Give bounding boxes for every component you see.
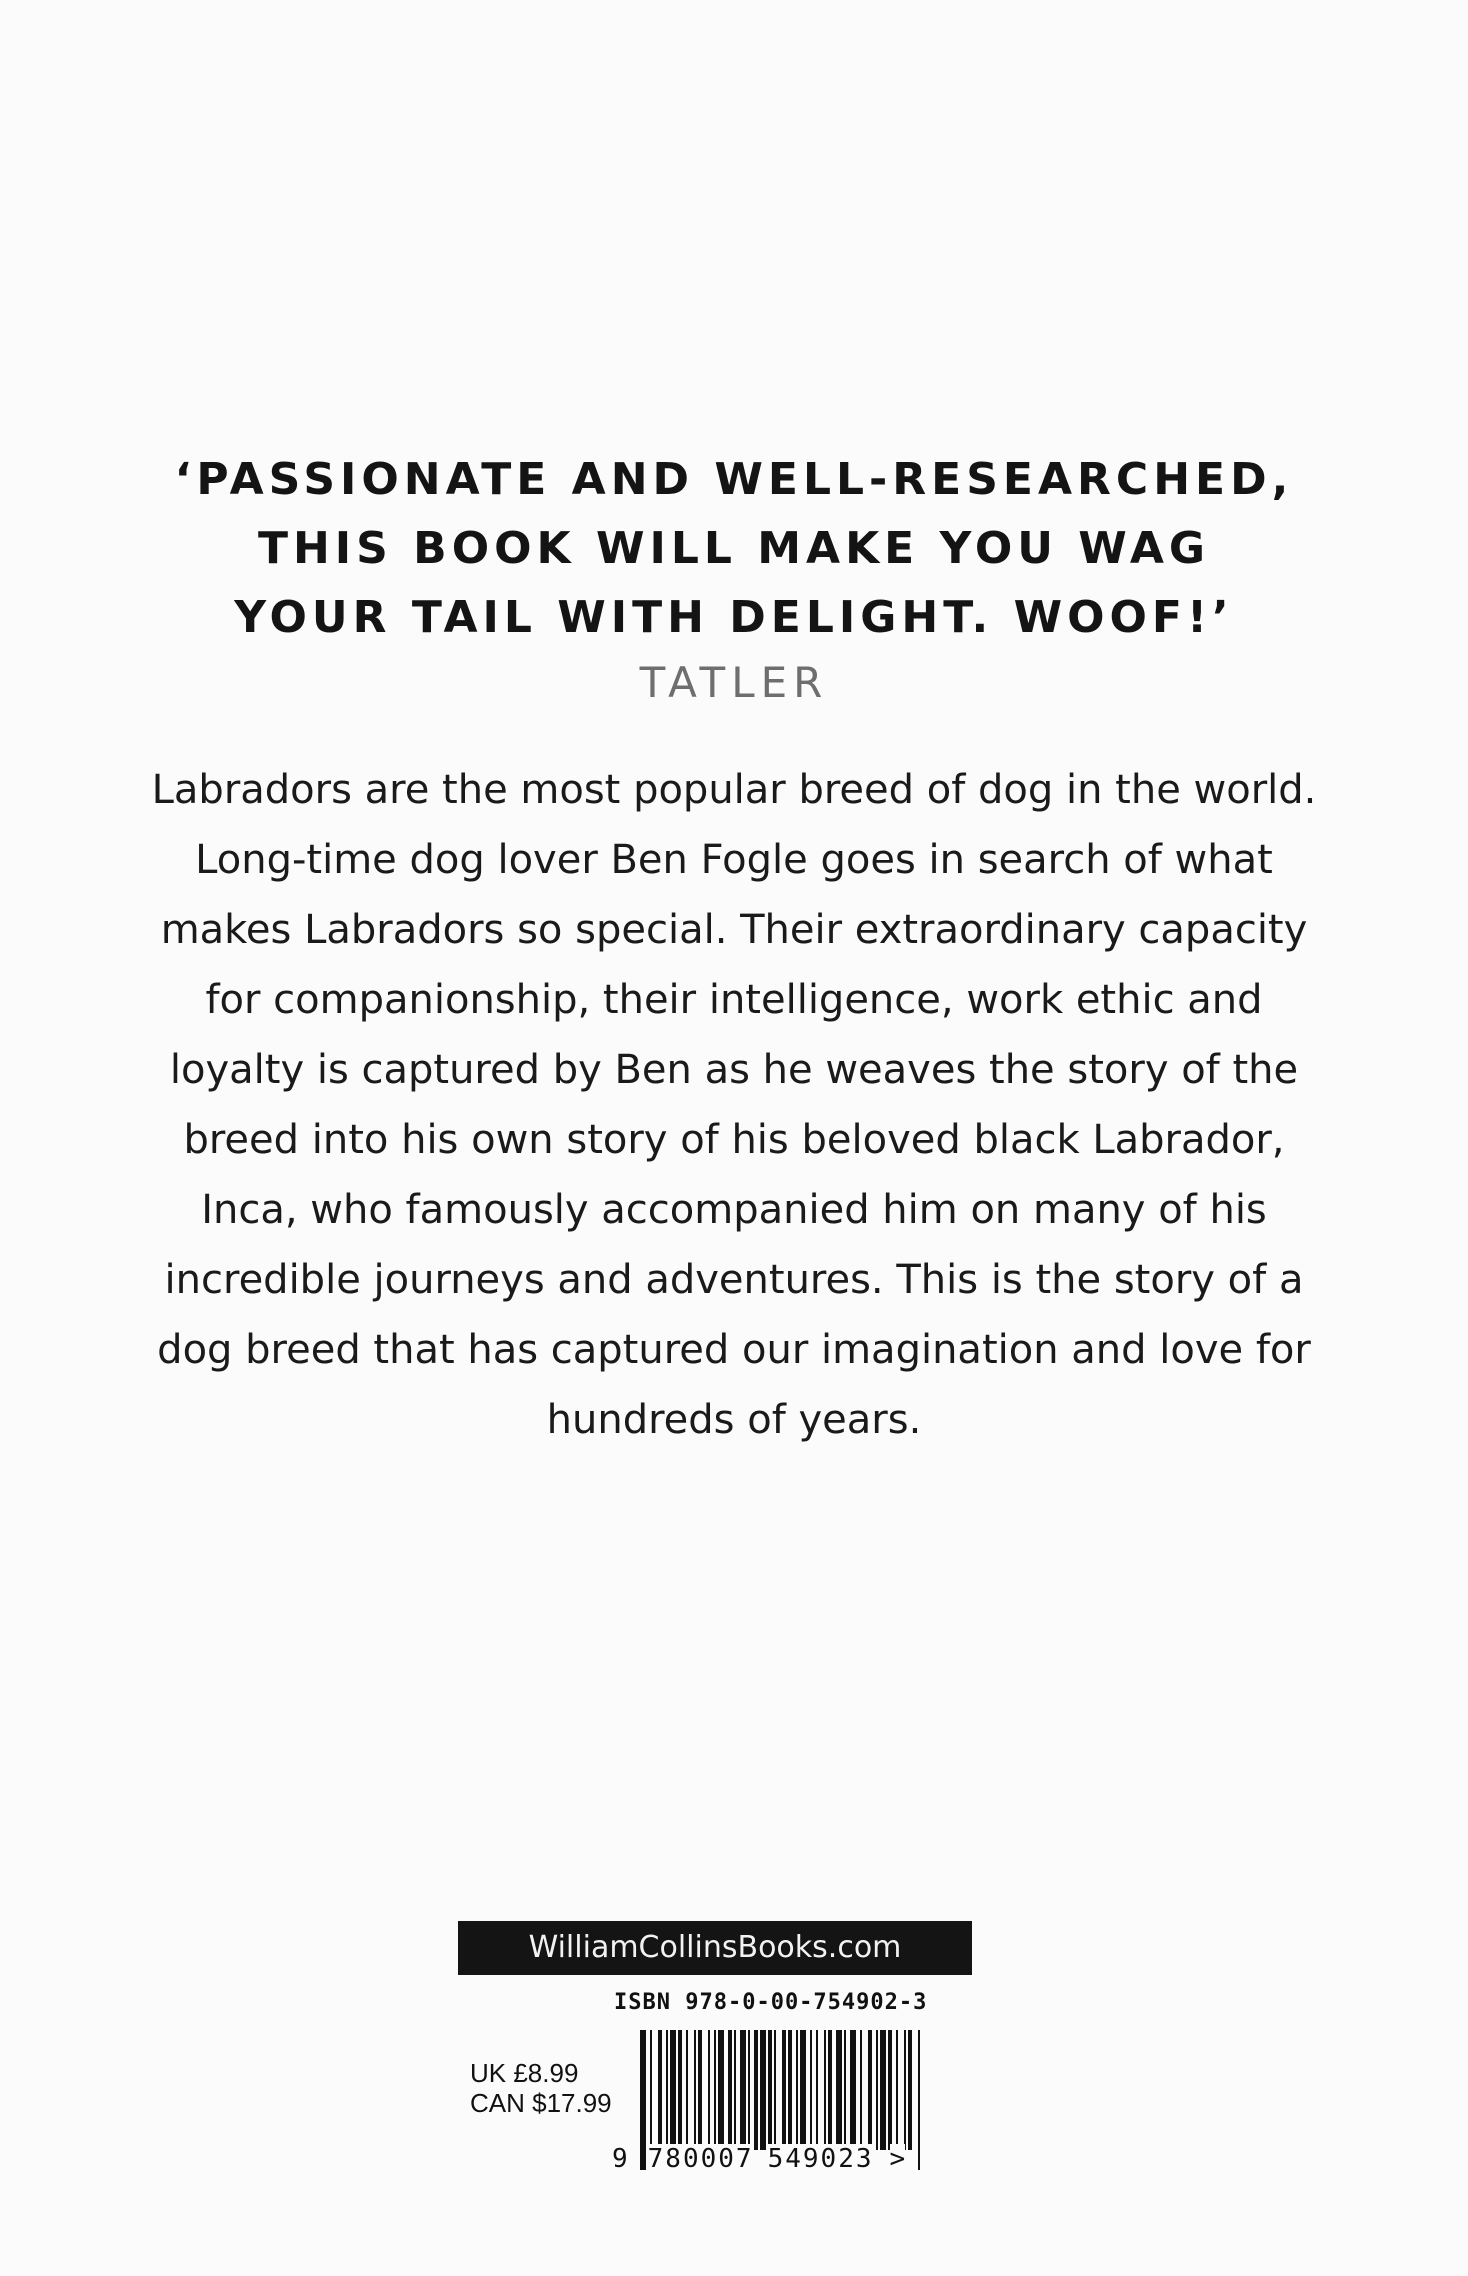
barcode-bar: [686, 2030, 688, 2150]
blurb-line-4: for companionship, their intelligence, work ethic and: [205, 977, 1263, 1023]
blurb-line-1: Labradors are the most popular breed of dog in the world.: [151, 767, 1317, 813]
barcode-bar: [850, 2030, 856, 2150]
barcode-bar: [714, 2030, 716, 2150]
barcode-bar: [670, 2030, 676, 2150]
barcode-bar: [844, 2030, 846, 2150]
barcode-bar: [908, 2030, 912, 2150]
barcode-bar: [836, 2030, 842, 2150]
barcode-end-mark: >: [889, 2144, 906, 2174]
blurb-line-6: breed into his own story of his beloved black Labrador,: [183, 1117, 1285, 1163]
barcode-bar: [768, 2030, 772, 2150]
isbn-label: ISBN 978-0-00-754902-3: [614, 1990, 928, 2015]
price-block: [470, 2058, 612, 2118]
quote-line-3: YOUR TAIL WITH DELIGHT. WOOF!’: [234, 592, 1234, 643]
barcode-bar: [774, 2030, 776, 2150]
barcode-bar: [698, 2030, 702, 2150]
barcode-bar: [748, 2030, 750, 2150]
blurb-line-3: makes Labradors so special. Their extraordinary capacity: [160, 907, 1308, 953]
price-uk: UK £8.99: [470, 2058, 579, 2088]
blurb-line-7: Inca, who famously accompanied him on many of his: [201, 1187, 1267, 1233]
barcode-bar: [678, 2030, 682, 2150]
publisher-website-banner: WilliamCollinsBooks.com: [458, 1921, 972, 1975]
quote-source: TATLER: [639, 658, 829, 707]
quote-line-2: THIS BOOK WILL MAKE YOU WAG: [257, 523, 1211, 574]
barcode-bar: [708, 2030, 710, 2150]
barcode-right-group: 549023: [767, 2144, 874, 2174]
barcode-bar: [880, 2030, 886, 2150]
barcode-bar: [810, 2030, 812, 2150]
barcode-first-digit: 9: [612, 2144, 628, 2174]
barcode-bar: [658, 2030, 662, 2150]
barcode-bar: [694, 2030, 696, 2150]
barcode-bar: [868, 2030, 872, 2150]
price-can: CAN $17.99: [470, 2088, 612, 2118]
barcode-bar: [650, 2030, 652, 2150]
barcode-bar: [796, 2030, 798, 2150]
blurb-line-10: hundreds of years.: [546, 1397, 922, 1443]
barcode-bar: [860, 2030, 862, 2150]
review-quote: [0, 445, 1468, 716]
barcode-bar: [904, 2030, 906, 2150]
barcode-bar: [888, 2030, 892, 2150]
barcode-bar: [760, 2030, 766, 2150]
barcode-bar: [824, 2030, 826, 2150]
barcode-bar: [666, 2030, 668, 2150]
blurb-line-2: Long-time dog lover Ben Fogle goes in search of what: [195, 837, 1273, 883]
book-blurb: [0, 755, 1468, 1455]
barcode-bar: [734, 2030, 736, 2150]
barcode-bar: [828, 2030, 832, 2150]
barcode-bar: [876, 2030, 878, 2150]
barcode-bar: [800, 2030, 806, 2150]
barcode-bar: [718, 2030, 724, 2150]
barcode-bar: [728, 2030, 732, 2150]
blurb-line-8: incredible journeys and adventures. This is the story of a: [164, 1257, 1304, 1303]
barcode-left-group: 780007: [647, 2144, 754, 2174]
blurb-line-9: dog breed that has captured our imagination and love for: [157, 1327, 1311, 1373]
barcode-bar: [788, 2030, 792, 2150]
barcode-digits: [612, 2144, 906, 2174]
barcode-bar: [896, 2030, 898, 2150]
barcode-bar: [918, 2030, 920, 2170]
barcode-bar: [740, 2030, 746, 2150]
blurb-line-5: loyalty is captured by Ben as he weaves the story of the: [169, 1047, 1299, 1093]
quote-line-1: ‘PASSIONATE AND WELL-RESEARCHED,: [174, 454, 1294, 505]
barcode-bar: [816, 2030, 818, 2150]
barcode-bar: [754, 2030, 758, 2150]
